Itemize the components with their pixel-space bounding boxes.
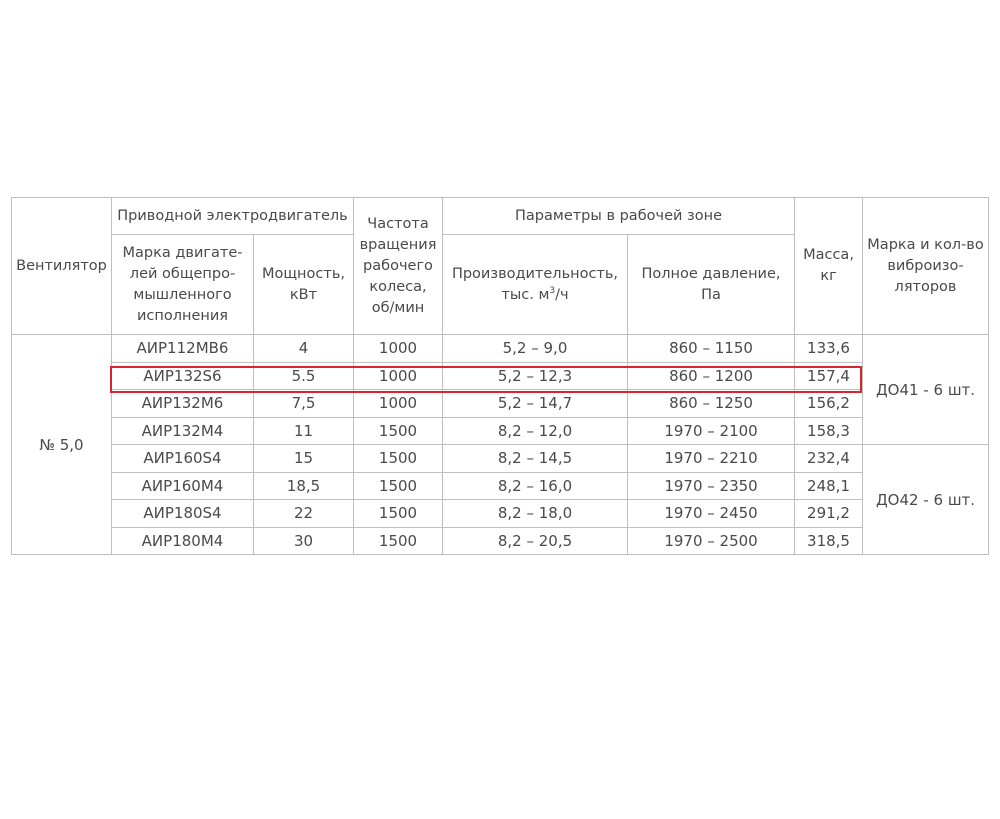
- pressure-cell: 860 – 1200: [628, 362, 795, 390]
- power-cell: 11: [254, 417, 354, 445]
- motor-cell: АИР132S6: [112, 362, 254, 390]
- motor-cell: АИР132М6: [112, 390, 254, 418]
- fan-spec-table: [11, 197, 989, 555]
- pressure-cell: 1970 – 2210: [628, 445, 795, 473]
- speed-cell: 1500: [354, 500, 443, 528]
- table-row: [12, 527, 989, 555]
- header-capacity-sup: 3: [549, 285, 556, 296]
- vibro-group-1: ДО41 - 6 шт.: [863, 335, 989, 445]
- power-cell: 18,5: [254, 472, 354, 500]
- header-capacity: [443, 235, 628, 335]
- motor-cell: АИР132М4: [112, 417, 254, 445]
- vibro-group-2: ДО42 - 6 шт.: [863, 445, 989, 555]
- fan-label: № 5,0: [12, 335, 112, 555]
- mass-cell: 157,4: [795, 362, 863, 390]
- header-power: Мощность, кВт: [254, 235, 354, 335]
- mass-cell: 248,1: [795, 472, 863, 500]
- mass-cell: 232,4: [795, 445, 863, 473]
- header-capacity-suffix: /ч: [555, 286, 569, 303]
- motor-cell: АИР180S4: [112, 500, 254, 528]
- capacity-cell: 8,2 – 14,5: [443, 445, 628, 473]
- pressure-cell: 1970 – 2350: [628, 472, 795, 500]
- header-work-params: Параметры в рабочей зоне: [443, 198, 795, 235]
- table-row: [12, 445, 989, 473]
- motor-cell: АИР112МВ6: [112, 335, 254, 363]
- speed-cell: 1500: [354, 472, 443, 500]
- mass-cell: 291,2: [795, 500, 863, 528]
- speed-cell: 1500: [354, 445, 443, 473]
- header-speed: Частота вращения рабочего колеса, об/мин: [354, 198, 443, 335]
- power-cell: 15: [254, 445, 354, 473]
- pressure-cell: 1970 – 2450: [628, 500, 795, 528]
- pressure-cell: 1970 – 2100: [628, 417, 795, 445]
- header-pressure: Полное давление, Па: [628, 235, 795, 335]
- motor-cell: АИР180М4: [112, 527, 254, 555]
- header-drive-motor: Приводной электродвигатель: [112, 198, 354, 235]
- speed-cell: 1500: [354, 417, 443, 445]
- mass-cell: 158,3: [795, 417, 863, 445]
- table-row: [12, 417, 989, 445]
- mass-cell: 133,6: [795, 335, 863, 363]
- capacity-cell: 8,2 – 20,5: [443, 527, 628, 555]
- speed-cell: 1000: [354, 335, 443, 363]
- speed-cell: 1000: [354, 362, 443, 390]
- power-cell: 22: [254, 500, 354, 528]
- header-mass: Масса, кг: [795, 198, 863, 335]
- table-row: [12, 335, 989, 363]
- table-row: [12, 500, 989, 528]
- power-cell: 5.5: [254, 362, 354, 390]
- header-capacity-prefix: Производительность, тыс. м: [451, 265, 619, 303]
- capacity-cell: 5,2 – 12,3: [443, 362, 628, 390]
- capacity-cell: 8,2 – 16,0: [443, 472, 628, 500]
- capacity-cell: 8,2 – 18,0: [443, 500, 628, 528]
- pressure-cell: 860 – 1250: [628, 390, 795, 418]
- table-body: [12, 335, 989, 555]
- header-fan: Вентилятор: [12, 198, 112, 335]
- power-cell: 7,5: [254, 390, 354, 418]
- capacity-cell: 5,2 – 14,7: [443, 390, 628, 418]
- table-row-highlighted: [12, 362, 989, 390]
- table-row: [12, 472, 989, 500]
- motor-cell: АИР160S4: [112, 445, 254, 473]
- motor-cell: АИР160М4: [112, 472, 254, 500]
- pressure-cell: 860 – 1150: [628, 335, 795, 363]
- capacity-cell: 5,2 – 9,0: [443, 335, 628, 363]
- header-vibro: Марка и кол-во виброизо-ляторов: [863, 198, 989, 335]
- mass-cell: 156,2: [795, 390, 863, 418]
- speed-cell: 1500: [354, 527, 443, 555]
- power-cell: 30: [254, 527, 354, 555]
- power-cell: 4: [254, 335, 354, 363]
- header-motor-brand: Марка двигате-лей общепро-мышленного исполнения: [112, 235, 254, 335]
- mass-cell: 318,5: [795, 527, 863, 555]
- speed-cell: 1000: [354, 390, 443, 418]
- table-row: [12, 390, 989, 418]
- capacity-cell: 8,2 – 12,0: [443, 417, 628, 445]
- pressure-cell: 1970 – 2500: [628, 527, 795, 555]
